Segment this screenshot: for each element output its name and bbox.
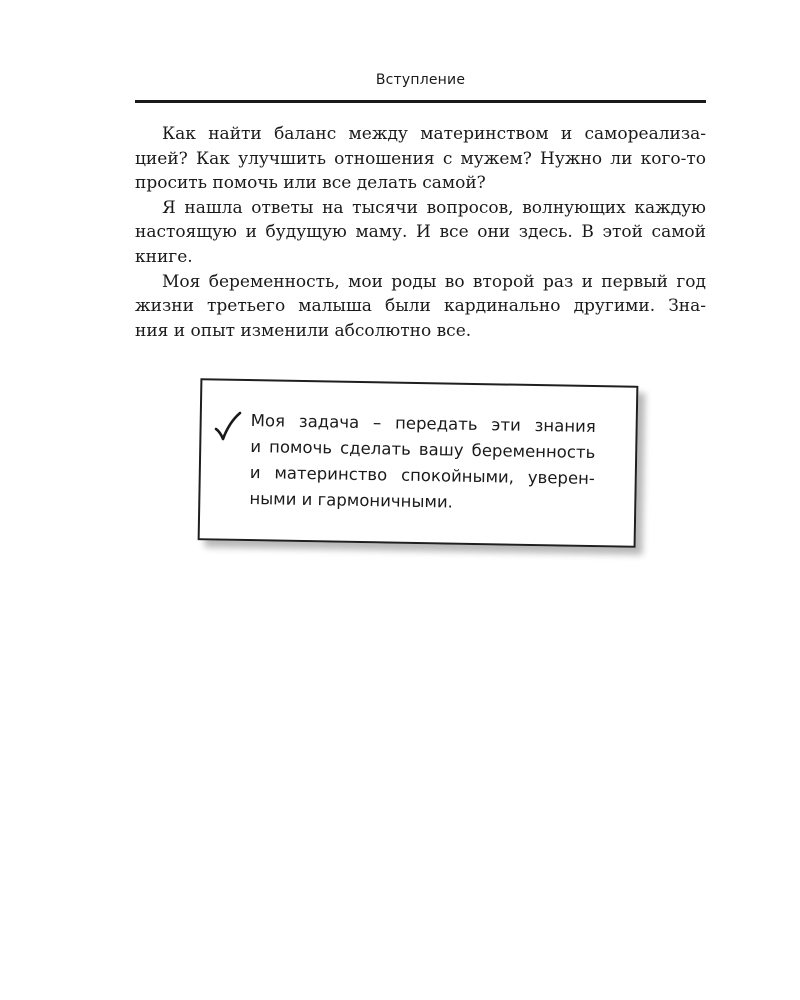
callout-line: Моя задача – передать эти знания: [250, 410, 596, 437]
callout-line: и материнство спокойными, уверен-: [249, 462, 595, 489]
callout-line: и помочь сделать вашу беременность: [250, 436, 596, 463]
checkmark-icon: [213, 410, 243, 442]
text-line: жизни третьего малыша были кардинально другими. Зна-: [135, 296, 706, 317]
text-line: Как найти баланс между материнством и самореализа-: [162, 124, 706, 144]
body-text: [135, 122, 706, 343]
text-line: Моя беременность, мои роды во второй раз и первый год: [162, 271, 706, 292]
paragraph: [135, 270, 706, 344]
text-line: настоящую и будущую маму. И все они здесь. В этой самой: [135, 222, 706, 243]
header-rule: [135, 100, 706, 103]
running-head-title: Вступление: [375, 72, 466, 88]
text-line: просить помочь или все делать самой?: [135, 173, 486, 194]
text-line: ния и опыт изменили абсолютно все.: [135, 320, 472, 341]
callout-text: [249, 408, 596, 518]
text-line: книге.: [135, 246, 193, 267]
paragraph: [135, 122, 706, 196]
callout-line: ными и гармоничными.: [249, 488, 454, 512]
text-line: Я нашла ответы на тысячи вопросов, волнующих каждую: [162, 197, 706, 218]
text-line: цией? Как улучшить отношения с мужем? Нужно ли кого-то: [135, 148, 706, 169]
paragraph: [135, 196, 706, 270]
